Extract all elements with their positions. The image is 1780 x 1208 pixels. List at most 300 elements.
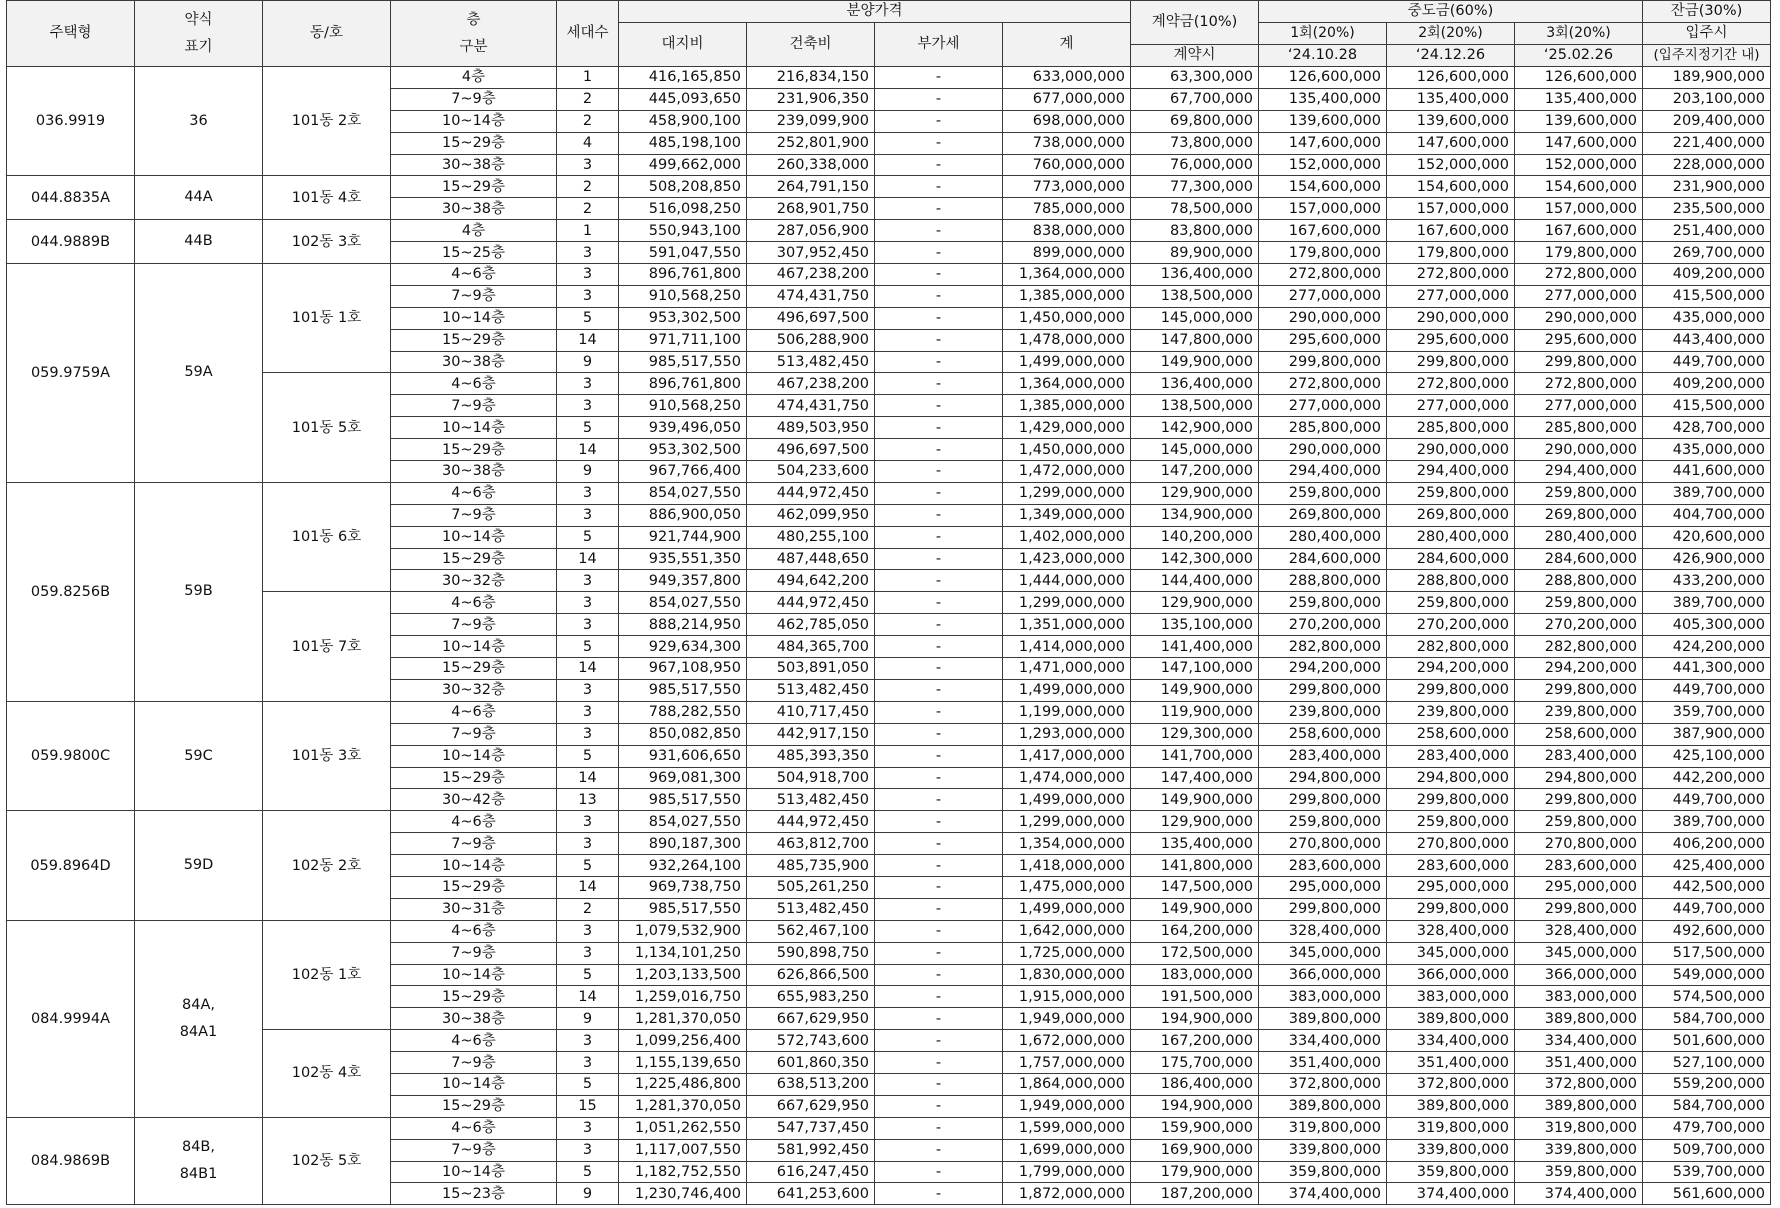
floor-range: 7~9층 (391, 833, 557, 855)
floor-range: 15~29층 (391, 176, 557, 198)
mid2-payment: 126,600,000 (1387, 67, 1515, 89)
mid3-payment: 290,000,000 (1515, 439, 1643, 461)
balance-payment: 228,000,000 (1643, 154, 1771, 176)
land-price: 939,496,050 (619, 417, 747, 439)
balance-payment: 221,400,000 (1643, 132, 1771, 154)
table-row (7, 373, 1771, 395)
mid2-payment: 139,600,000 (1387, 110, 1515, 132)
mid1-payment: 139,600,000 (1259, 110, 1387, 132)
households: 2 (557, 110, 619, 132)
abbreviation (135, 264, 263, 483)
balance-payment: 251,400,000 (1643, 220, 1771, 242)
total-price: 1,757,000,000 (1003, 1052, 1131, 1074)
mid2-payment: 299,800,000 (1387, 679, 1515, 701)
mid2-payment: 294,800,000 (1387, 767, 1515, 789)
land-price: 971,711,100 (619, 329, 747, 351)
header-building: 건축비 (747, 23, 875, 67)
contract-payment: 129,900,000 (1131, 811, 1259, 833)
households: 5 (557, 1073, 619, 1095)
floor-range: 30~31층 (391, 898, 557, 920)
floor-range: 10~14층 (391, 855, 557, 877)
floor-range: 10~14층 (391, 745, 557, 767)
vat: - (875, 1008, 1003, 1030)
balance-payment: 584,700,000 (1643, 1095, 1771, 1117)
balance-payment: 435,000,000 (1643, 307, 1771, 329)
total-price: 1,293,000,000 (1003, 723, 1131, 745)
households: 3 (557, 482, 619, 504)
contract-payment: 186,400,000 (1131, 1073, 1259, 1095)
households: 14 (557, 767, 619, 789)
vat: - (875, 176, 1003, 198)
balance-payment: 405,300,000 (1643, 614, 1771, 636)
mid2-payment: 294,200,000 (1387, 658, 1515, 680)
vat: - (875, 110, 1003, 132)
balance-payment: 449,700,000 (1643, 898, 1771, 920)
building-price: 667,629,950 (747, 1095, 875, 1117)
balance-payment: 435,000,000 (1643, 439, 1771, 461)
abbreviation-line: 44B (184, 233, 213, 250)
total-price: 1,499,000,000 (1003, 898, 1131, 920)
households: 9 (557, 1008, 619, 1030)
mid1-payment: 284,600,000 (1259, 548, 1387, 570)
contract-payment: 73,800,000 (1131, 132, 1259, 154)
building-price: 444,972,450 (747, 592, 875, 614)
contract-payment: 63,300,000 (1131, 67, 1259, 89)
building-price: 484,365,700 (747, 636, 875, 658)
balance-payment: 269,700,000 (1643, 242, 1771, 264)
mid1-payment: 270,200,000 (1259, 614, 1387, 636)
mid3-payment: 283,400,000 (1515, 745, 1643, 767)
mid3-payment: 351,400,000 (1515, 1052, 1643, 1074)
vat: - (875, 833, 1003, 855)
mid1-payment: 239,800,000 (1259, 701, 1387, 723)
mid2-payment: 157,000,000 (1387, 198, 1515, 220)
households: 2 (557, 176, 619, 198)
header-land: 대지비 (619, 23, 747, 67)
mid2-payment: 147,600,000 (1387, 132, 1515, 154)
building-price: 462,099,950 (747, 504, 875, 526)
mid3-payment: 272,800,000 (1515, 264, 1643, 286)
mid1-payment: 351,400,000 (1259, 1052, 1387, 1074)
building-price: 601,860,350 (747, 1052, 875, 1074)
contract-payment: 145,000,000 (1131, 307, 1259, 329)
header-mid3: 3회(20%) (1515, 23, 1643, 45)
total-price: 1,414,000,000 (1003, 636, 1131, 658)
floor-range: 15~29층 (391, 986, 557, 1008)
vat: - (875, 614, 1003, 636)
land-price: 1,117,007,550 (619, 1139, 747, 1161)
vat: - (875, 811, 1003, 833)
building-price: 489,503,950 (747, 417, 875, 439)
land-price: 985,517,550 (619, 789, 747, 811)
households: 3 (557, 723, 619, 745)
mid1-payment: 294,400,000 (1259, 461, 1387, 483)
table-row (7, 482, 1771, 504)
land-price: 499,662,000 (619, 154, 747, 176)
price-table (6, 0, 1771, 1205)
mid3-payment: 294,800,000 (1515, 767, 1643, 789)
building-price: 467,238,200 (747, 373, 875, 395)
vat: - (875, 745, 1003, 767)
floor-range: 7~9층 (391, 942, 557, 964)
header-mid1-date: ‘24.10.28 (1259, 45, 1387, 67)
mid2-payment: 258,600,000 (1387, 723, 1515, 745)
balance-payment: 559,200,000 (1643, 1073, 1771, 1095)
households: 5 (557, 417, 619, 439)
building-price: 513,482,450 (747, 898, 875, 920)
floor-range: 15~29층 (391, 767, 557, 789)
header-abbr (135, 1, 263, 67)
mid1-payment: 339,800,000 (1259, 1139, 1387, 1161)
mid2-payment: 383,000,000 (1387, 986, 1515, 1008)
contract-payment: 147,800,000 (1131, 329, 1259, 351)
housing-type: 044.8835A (7, 176, 135, 220)
households: 14 (557, 986, 619, 1008)
households: 5 (557, 964, 619, 986)
mid1-payment: 283,400,000 (1259, 745, 1387, 767)
mid1-payment: 294,200,000 (1259, 658, 1387, 680)
total-price: 698,000,000 (1003, 110, 1131, 132)
land-price: 932,264,100 (619, 855, 747, 877)
balance-payment: 231,900,000 (1643, 176, 1771, 198)
building-price: 513,482,450 (747, 351, 875, 373)
mid1-payment: 258,600,000 (1259, 723, 1387, 745)
mid2-payment: 259,800,000 (1387, 592, 1515, 614)
building-price: 260,338,000 (747, 154, 875, 176)
land-price: 1,051,262,550 (619, 1117, 747, 1139)
floor-range: 15~29층 (391, 548, 557, 570)
balance-payment: 203,100,000 (1643, 88, 1771, 110)
mid2-payment: 372,800,000 (1387, 1073, 1515, 1095)
mid3-payment: 154,600,000 (1515, 176, 1643, 198)
mid3-payment: 282,800,000 (1515, 636, 1643, 658)
land-price: 929,634,300 (619, 636, 747, 658)
floor-range: 30~38층 (391, 461, 557, 483)
vat: - (875, 942, 1003, 964)
balance-payment: 387,900,000 (1643, 723, 1771, 745)
total-price: 633,000,000 (1003, 67, 1131, 89)
building-price: 641,253,600 (747, 1183, 875, 1205)
balance-payment: 424,200,000 (1643, 636, 1771, 658)
floor-range: 10~14층 (391, 1073, 557, 1095)
mid2-payment: 299,800,000 (1387, 351, 1515, 373)
mid3-payment: 277,000,000 (1515, 395, 1643, 417)
mid1-payment: 154,600,000 (1259, 176, 1387, 198)
land-price: 910,568,250 (619, 395, 747, 417)
dong-ho: 101동 7호 (263, 592, 391, 701)
contract-payment: 145,000,000 (1131, 439, 1259, 461)
floor-range: 7~9층 (391, 1052, 557, 1074)
vat: - (875, 986, 1003, 1008)
contract-payment: 136,400,000 (1131, 264, 1259, 286)
households: 3 (557, 1139, 619, 1161)
balance-payment: 425,400,000 (1643, 855, 1771, 877)
land-price: 508,208,850 (619, 176, 747, 198)
mid1-payment: 277,000,000 (1259, 395, 1387, 417)
land-price: 854,027,550 (619, 592, 747, 614)
header-balance: 잔금(30%) (1643, 1, 1771, 23)
vat: - (875, 636, 1003, 658)
total-price: 1,385,000,000 (1003, 285, 1131, 307)
building-price: 581,992,450 (747, 1139, 875, 1161)
vat: - (875, 1117, 1003, 1139)
mid2-payment: 135,400,000 (1387, 88, 1515, 110)
balance-payment: 442,200,000 (1643, 767, 1771, 789)
contract-payment: 147,200,000 (1131, 461, 1259, 483)
land-price: 445,093,650 (619, 88, 747, 110)
balance-payment: 517,500,000 (1643, 942, 1771, 964)
mid2-payment: 284,600,000 (1387, 548, 1515, 570)
table-row (7, 920, 1771, 942)
contract-payment: 77,300,000 (1131, 176, 1259, 198)
land-price: 886,900,050 (619, 504, 747, 526)
building-price: 287,056,900 (747, 220, 875, 242)
mid1-payment: 389,800,000 (1259, 1095, 1387, 1117)
total-price: 677,000,000 (1003, 88, 1131, 110)
vat: - (875, 329, 1003, 351)
mid3-payment: 272,800,000 (1515, 373, 1643, 395)
floor-range: 4층 (391, 67, 557, 89)
table-row (7, 592, 1771, 614)
vat: - (875, 1030, 1003, 1052)
mid1-payment: 157,000,000 (1259, 198, 1387, 220)
balance-payment: 409,200,000 (1643, 264, 1771, 286)
households: 14 (557, 548, 619, 570)
contract-payment: 149,900,000 (1131, 679, 1259, 701)
contract-payment: 138,500,000 (1131, 395, 1259, 417)
header-abbr-line2: 표기 (184, 38, 213, 55)
contract-payment: 135,100,000 (1131, 614, 1259, 636)
balance-payment: 443,400,000 (1643, 329, 1771, 351)
building-price: 667,629,950 (747, 1008, 875, 1030)
floor-range: 30~38층 (391, 154, 557, 176)
vat: - (875, 723, 1003, 745)
building-price: 264,791,150 (747, 176, 875, 198)
vat: - (875, 548, 1003, 570)
mid1-payment: 299,800,000 (1259, 351, 1387, 373)
mid2-payment: 259,800,000 (1387, 482, 1515, 504)
total-price: 1,864,000,000 (1003, 1073, 1131, 1095)
mid1-payment: 299,800,000 (1259, 789, 1387, 811)
contract-payment: 76,000,000 (1131, 154, 1259, 176)
balance-payment: 433,200,000 (1643, 570, 1771, 592)
balance-payment: 449,700,000 (1643, 351, 1771, 373)
total-price: 1,599,000,000 (1003, 1117, 1131, 1139)
contract-payment: 78,500,000 (1131, 198, 1259, 220)
floor-range: 4~6층 (391, 920, 557, 942)
contract-payment: 136,400,000 (1131, 373, 1259, 395)
land-price: 1,230,746,400 (619, 1183, 747, 1205)
abbreviation (135, 176, 263, 220)
mid3-payment: 239,800,000 (1515, 701, 1643, 723)
floor-range: 10~14층 (391, 526, 557, 548)
mid1-payment: 280,400,000 (1259, 526, 1387, 548)
header-type: 주택형 (7, 1, 135, 67)
mid1-payment: 259,800,000 (1259, 482, 1387, 504)
total-price: 1,478,000,000 (1003, 329, 1131, 351)
vat: - (875, 504, 1003, 526)
header-balance-when: 입주시 (1643, 23, 1771, 45)
mid2-payment: 351,400,000 (1387, 1052, 1515, 1074)
total-price: 1,499,000,000 (1003, 789, 1131, 811)
header-contract: 계약금(10%) (1131, 1, 1259, 45)
total-price: 760,000,000 (1003, 154, 1131, 176)
land-price: 550,943,100 (619, 220, 747, 242)
header-mid3-date: ‘25.02.26 (1515, 45, 1643, 67)
land-price: 967,108,950 (619, 658, 747, 680)
land-price: 890,187,300 (619, 833, 747, 855)
total-price: 785,000,000 (1003, 198, 1131, 220)
mid1-payment: 374,400,000 (1259, 1183, 1387, 1205)
mid3-payment: 299,800,000 (1515, 679, 1643, 701)
mid3-payment: 295,000,000 (1515, 876, 1643, 898)
contract-payment: 129,900,000 (1131, 592, 1259, 614)
balance-payment: 561,600,000 (1643, 1183, 1771, 1205)
floor-range: 4층 (391, 220, 557, 242)
mid1-payment: 294,800,000 (1259, 767, 1387, 789)
balance-payment: 420,600,000 (1643, 526, 1771, 548)
floor-range: 30~38층 (391, 1008, 557, 1030)
households: 3 (557, 833, 619, 855)
land-price: 1,281,370,050 (619, 1095, 747, 1117)
vat: - (875, 876, 1003, 898)
table-row (7, 264, 1771, 286)
households: 2 (557, 898, 619, 920)
mid2-payment: 299,800,000 (1387, 789, 1515, 811)
mid2-payment: 366,000,000 (1387, 964, 1515, 986)
total-price: 1,429,000,000 (1003, 417, 1131, 439)
mid1-payment: 334,400,000 (1259, 1030, 1387, 1052)
vat: - (875, 198, 1003, 220)
households: 3 (557, 942, 619, 964)
building-price: 462,785,050 (747, 614, 875, 636)
contract-payment: 89,900,000 (1131, 242, 1259, 264)
vat: - (875, 1139, 1003, 1161)
households: 3 (557, 920, 619, 942)
contract-payment: 119,900,000 (1131, 701, 1259, 723)
mid3-payment: 288,800,000 (1515, 570, 1643, 592)
total-price: 838,000,000 (1003, 220, 1131, 242)
mid3-payment: 135,400,000 (1515, 88, 1643, 110)
mid1-payment: 290,000,000 (1259, 307, 1387, 329)
households: 3 (557, 264, 619, 286)
households: 9 (557, 351, 619, 373)
vat: - (875, 242, 1003, 264)
mid2-payment: 270,800,000 (1387, 833, 1515, 855)
dong-ho: 101동 4호 (263, 176, 391, 220)
vat: - (875, 417, 1003, 439)
contract-payment: 141,700,000 (1131, 745, 1259, 767)
floor-range: 4~6층 (391, 373, 557, 395)
dong-ho: 101동 2호 (263, 67, 391, 176)
mid1-payment: 290,000,000 (1259, 439, 1387, 461)
contract-payment: 164,200,000 (1131, 920, 1259, 942)
table-row (7, 1117, 1771, 1139)
housing-type: 059.8256B (7, 482, 135, 701)
balance-payment: 426,900,000 (1643, 548, 1771, 570)
mid3-payment: 334,400,000 (1515, 1030, 1643, 1052)
header-mid1: 1회(20%) (1259, 23, 1387, 45)
households: 14 (557, 329, 619, 351)
mid2-payment: 290,000,000 (1387, 439, 1515, 461)
mid2-payment: 295,000,000 (1387, 876, 1515, 898)
vat: - (875, 679, 1003, 701)
building-price: 444,972,450 (747, 811, 875, 833)
header-floor-line2: 구분 (459, 38, 488, 55)
abbreviation (135, 482, 263, 701)
table-row (7, 67, 1771, 89)
total-price: 1,915,000,000 (1003, 986, 1131, 1008)
households: 4 (557, 132, 619, 154)
balance-payment: 449,700,000 (1643, 679, 1771, 701)
contract-payment: 149,900,000 (1131, 898, 1259, 920)
land-price: 969,081,300 (619, 767, 747, 789)
mid3-payment: 259,800,000 (1515, 592, 1643, 614)
floor-range: 7~9층 (391, 285, 557, 307)
vat: - (875, 67, 1003, 89)
contract-payment: 149,900,000 (1131, 351, 1259, 373)
total-price: 1,450,000,000 (1003, 307, 1131, 329)
contract-payment: 144,400,000 (1131, 570, 1259, 592)
households: 3 (557, 614, 619, 636)
mid3-payment: 167,600,000 (1515, 220, 1643, 242)
mid1-payment: 359,800,000 (1259, 1161, 1387, 1183)
households: 5 (557, 307, 619, 329)
mid2-payment: 272,800,000 (1387, 373, 1515, 395)
mid3-payment: 284,600,000 (1515, 548, 1643, 570)
abbreviation (135, 220, 263, 264)
building-price: 474,431,750 (747, 395, 875, 417)
balance-payment: 389,700,000 (1643, 482, 1771, 504)
total-price: 1,949,000,000 (1003, 1008, 1131, 1030)
total-price: 1,830,000,000 (1003, 964, 1131, 986)
abbreviation-line: 44A (184, 189, 213, 206)
table-body (7, 67, 1771, 1205)
total-price: 1,472,000,000 (1003, 461, 1131, 483)
mid2-payment: 270,200,000 (1387, 614, 1515, 636)
mid2-payment: 277,000,000 (1387, 285, 1515, 307)
mid2-payment: 283,400,000 (1387, 745, 1515, 767)
mid2-payment: 339,800,000 (1387, 1139, 1515, 1161)
total-price: 738,000,000 (1003, 132, 1131, 154)
building-price: 506,288,900 (747, 329, 875, 351)
contract-payment: 138,500,000 (1131, 285, 1259, 307)
land-price: 921,744,900 (619, 526, 747, 548)
building-price: 513,482,450 (747, 679, 875, 701)
building-price: 216,834,150 (747, 67, 875, 89)
mid2-payment: 319,800,000 (1387, 1117, 1515, 1139)
balance-payment: 189,900,000 (1643, 67, 1771, 89)
mid3-payment: 179,800,000 (1515, 242, 1643, 264)
dong-ho: 101동 5호 (263, 373, 391, 482)
total-price: 1,418,000,000 (1003, 855, 1131, 877)
households: 3 (557, 242, 619, 264)
housing-type: 084.9869B (7, 1117, 135, 1205)
header-vat: 부가세 (875, 23, 1003, 67)
households: 3 (557, 679, 619, 701)
housing-type: 059.9759A (7, 264, 135, 483)
mid1-payment: 282,800,000 (1259, 636, 1387, 658)
balance-payment: 209,400,000 (1643, 110, 1771, 132)
total-price: 1,725,000,000 (1003, 942, 1131, 964)
floor-range: 7~9층 (391, 88, 557, 110)
total-price: 1,364,000,000 (1003, 373, 1131, 395)
households: 9 (557, 1183, 619, 1205)
contract-payment: 129,900,000 (1131, 482, 1259, 504)
mid3-payment: 359,800,000 (1515, 1161, 1643, 1183)
balance-payment: 442,500,000 (1643, 876, 1771, 898)
households: 3 (557, 395, 619, 417)
